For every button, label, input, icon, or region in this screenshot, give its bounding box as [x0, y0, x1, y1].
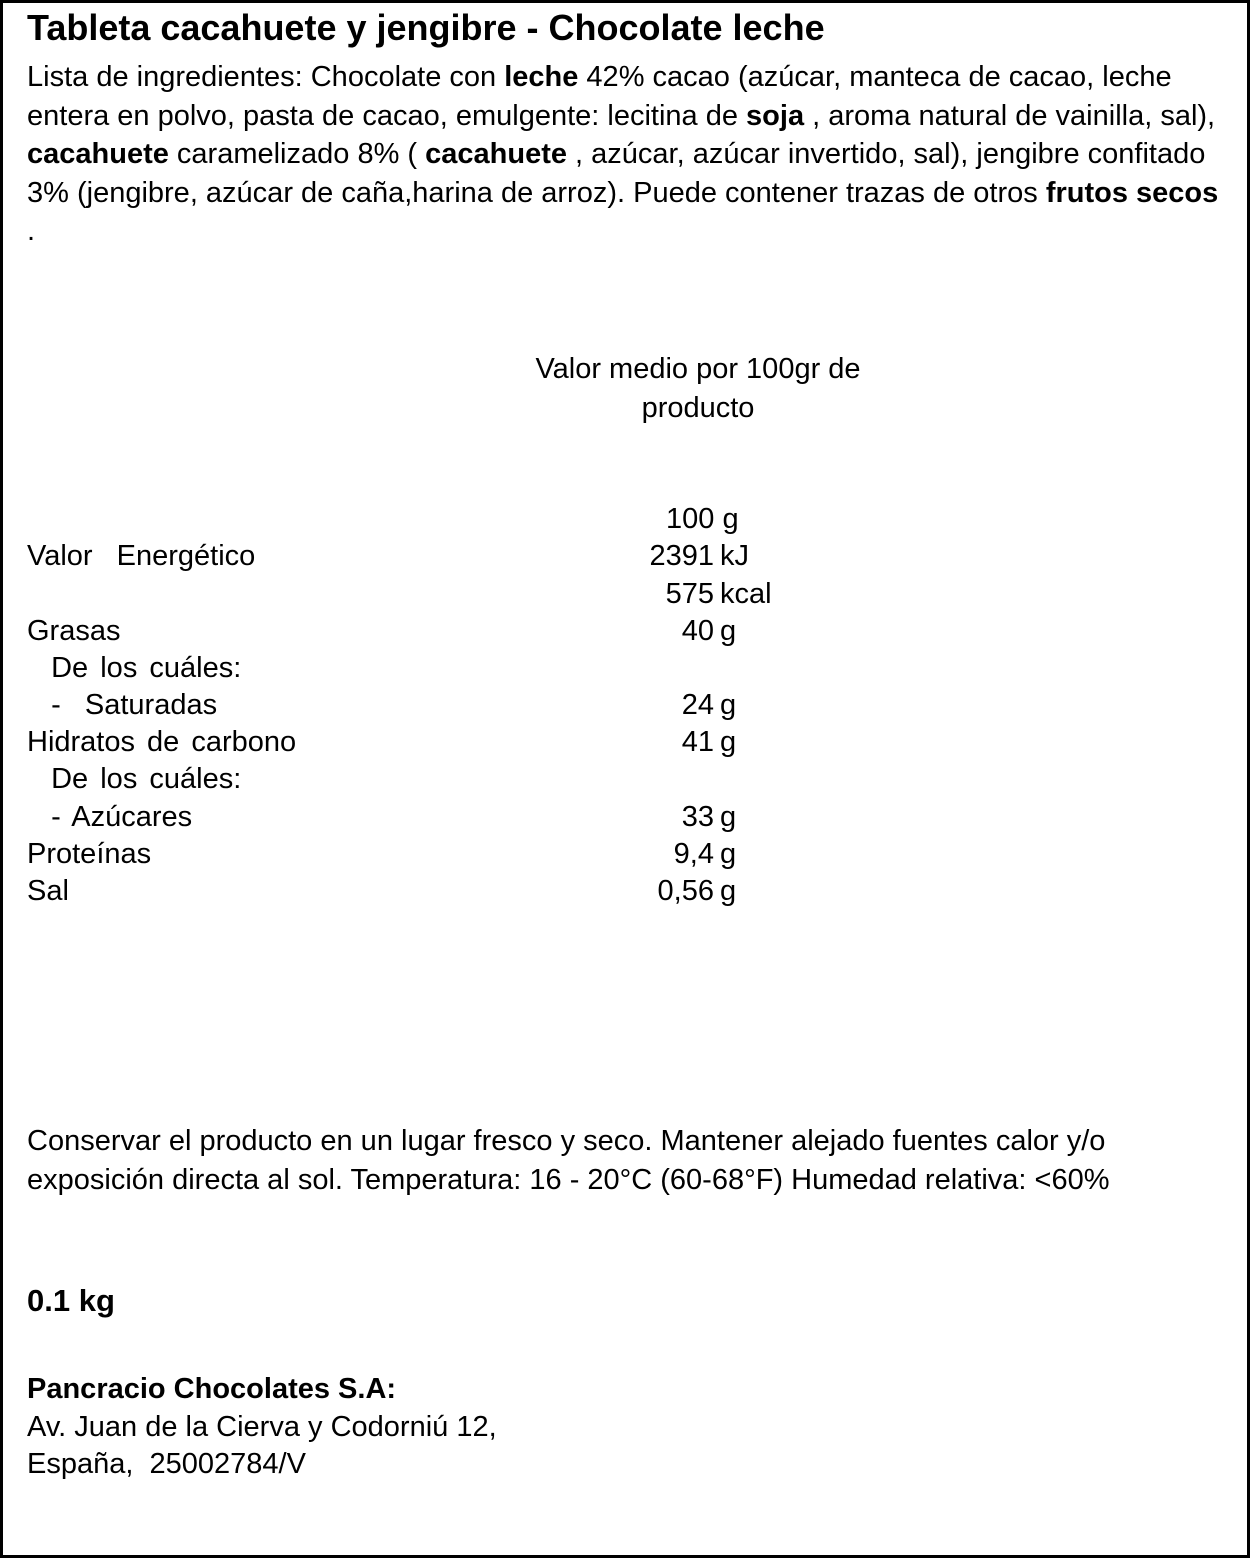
nutrition-column-header: [448, 350, 948, 428]
nutrition-row-value: 0,56: [657, 875, 714, 907]
nutrition-row-unit: kJ: [720, 540, 749, 572]
nutrition-row-label: Grasas: [27, 615, 121, 647]
allergen-highlight: cacahuete: [27, 138, 169, 170]
manufacturer-address-line1: Av. Juan de la Cierva y Codorniú 12,: [27, 1411, 497, 1443]
manufacturer-name: Pancracio Chocolates S.A:: [27, 1373, 397, 1405]
nutrition-row-unit: g: [720, 615, 737, 647]
net-weight: 0.1 kg: [27, 1283, 115, 1318]
nutrition-row-value: 40: [681, 615, 714, 647]
nutrition-row-label: De los cuáles:: [27, 652, 242, 684]
nutrition-row-label: - Saturadas: [27, 689, 218, 721]
nutrition-row-value: 9,4: [673, 838, 714, 870]
ingredients-text: .: [27, 215, 36, 247]
nutrition-row-label: Sal: [27, 875, 69, 907]
nutrition-row-unit: g: [720, 801, 737, 833]
nutrition-row-value: 2391: [649, 540, 714, 572]
nutrition-row-label: Hidratos de carbono: [27, 726, 297, 758]
ingredients-text: caramelizado 8% (: [168, 138, 426, 170]
nutrition-row-value: 24: [681, 689, 714, 721]
nutrition-row-unit: g: [720, 875, 737, 907]
ingredients-list: [27, 58, 1227, 251]
ingredients-text: Lista de ingredientes: Chocolate con: [27, 61, 505, 93]
nutrition-row-value: 41: [681, 726, 714, 758]
ingredients-text: , aroma natural de vainilla, sal),: [804, 99, 1216, 132]
nutrition-row-label: - Azúcares: [27, 801, 193, 833]
nutrition-portion: 100 g: [666, 503, 739, 535]
nutrition-row-label: Valor Energético: [27, 540, 256, 572]
storage-instructions: Conservar el producto en un lugar fresco y seco. Mantener alejado fuentes calor y/o exposición directa al sol. Temperatura: 16 - 20°C (60-68°F) Humedad relativa: <60%: [27, 1125, 1110, 1196]
nutrition-row-label: Proteínas: [27, 838, 152, 870]
ingredients-text: , azúcar, azúcar invertido, sal), jengibre confitado 3% (jengibre, azúcar de caña,harina de arroz). Puede contener trazas de otros: [27, 138, 1206, 209]
allergen-highlight: leche: [504, 61, 579, 93]
nutrition-row-value: 575: [665, 578, 714, 610]
nutrition-row-value: 33: [681, 801, 714, 833]
nutrition-row-unit: g: [720, 726, 737, 758]
manufacturer-address-line2: España, 25002784/V: [27, 1448, 306, 1480]
allergen-highlight: soja: [746, 99, 805, 132]
product-title: Tableta cacahuete y jengibre - Chocolate leche: [27, 7, 825, 48]
ingredients-text: 42% cacao (azúcar, manteca de cacao, leche entera en polvo, pasta de cacao, emulgente: lecitina de: [27, 61, 1172, 132]
nutrition-header-line1: Valor medio por 100gr de: [535, 353, 861, 385]
nutrition-row-unit: g: [720, 838, 737, 870]
allergen-highlight: cacahuete: [425, 138, 567, 170]
nutrition-row-unit: g: [720, 689, 737, 721]
nutrition-row-unit: kcal: [720, 578, 772, 610]
allergen-highlight: frutos secos: [1045, 176, 1219, 209]
nutrition-row-label: De los cuáles:: [27, 763, 242, 795]
nutrition-header-line2: producto: [641, 392, 755, 424]
